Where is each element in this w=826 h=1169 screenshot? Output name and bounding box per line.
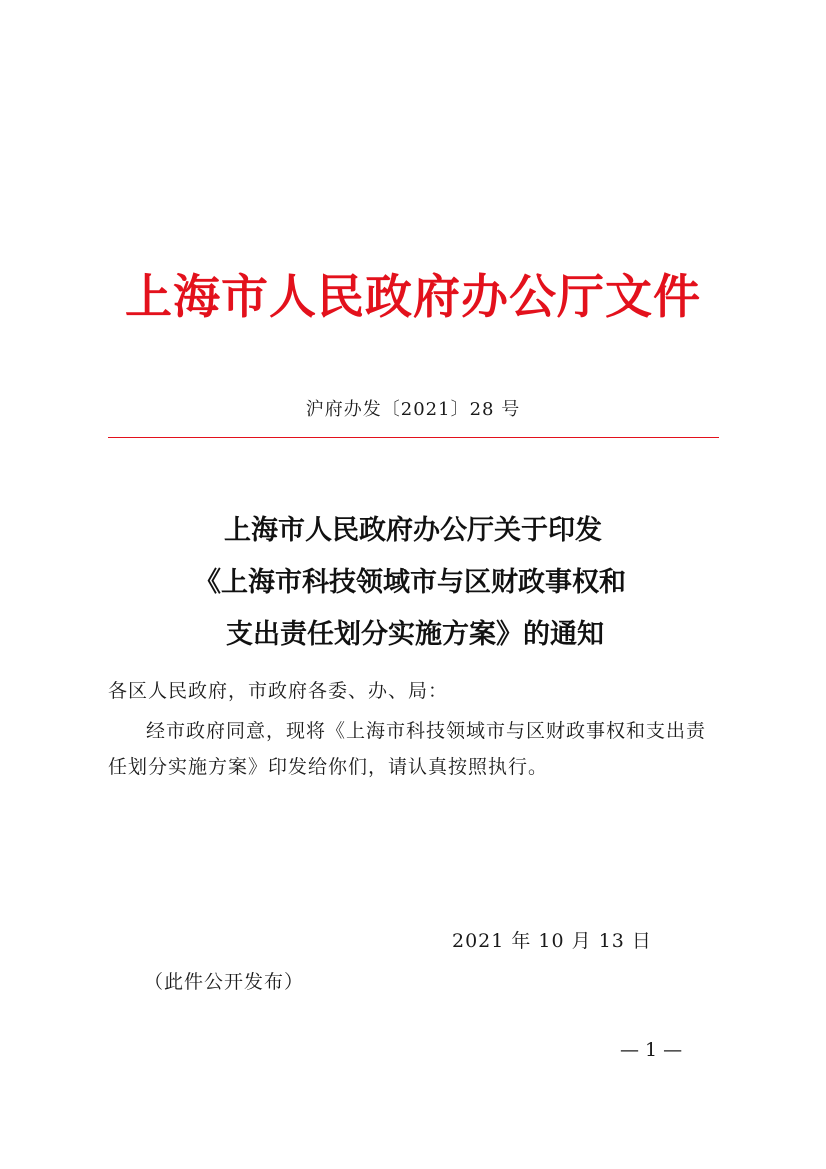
document-title-line-2: 《上海市科技领域市与区财政事权和 xyxy=(194,567,626,598)
document-title-line-1: 上海市人民政府办公厅关于印发 xyxy=(224,515,602,546)
masthead-title: 上海市人民政府办公厅文件 xyxy=(125,270,701,325)
document-title xyxy=(0,505,826,661)
issue-date: 2021 年 10 月 13 日 xyxy=(452,930,652,952)
document-title-line-3: 支出责任划分实施方案》的通知 xyxy=(226,619,604,650)
red-divider-line xyxy=(108,437,719,438)
public-release-note: （此件公开发布） xyxy=(144,971,305,993)
salutation: 各区人民政府，市政府各委、办、局： xyxy=(108,680,449,702)
document-number: 沪府办发〔2021〕28 号 xyxy=(305,399,521,420)
document-body xyxy=(108,673,720,785)
page-number: — 1 — xyxy=(620,1039,683,1061)
body-paragraph: 经市政府同意，现将《上海市科技领域市与区财政事权和支出责任划分实施方案》印发给你们，请认真按照执行。 xyxy=(108,720,707,778)
